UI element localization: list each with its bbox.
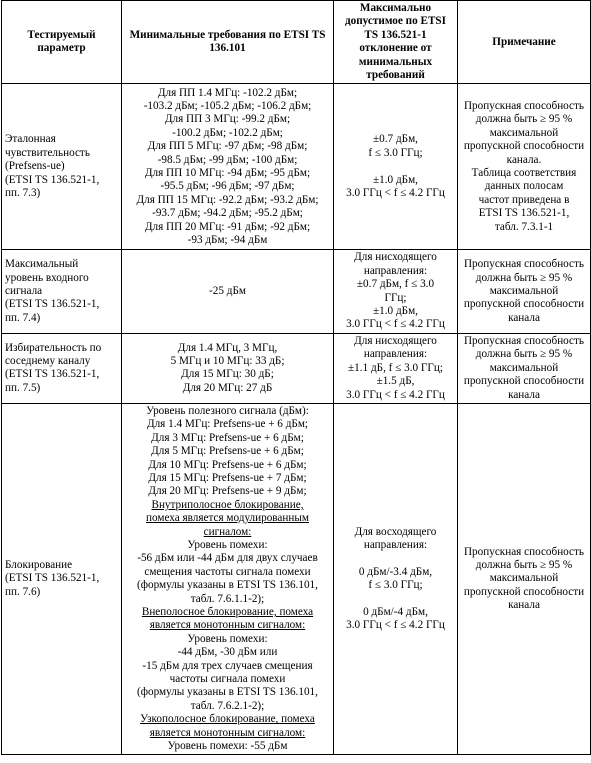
table-row — [2, 333, 591, 403]
note-cell: Пропускная способность должна быть ≥ 95 % максимальной пропускной способности канала — [458, 333, 591, 403]
table-row — [2, 84, 591, 250]
requirement-cell: Для ПП 1.4 МГц: -102.2 дБм; -103.2 дБм; -105.2 дБм; -106.2 дБм; Для ПП 3 МГц: -99.2 дБм; -100.2 дБм; -102.2 дБм; Для ПП 5 МГц: -97 дБм; -98 дБм; -98.5 дБм; -99 дБм; -100 дБм; Для ПП 10 МГц: -94 дБм; -95 дБм; -95.5 дБм; -96 дБм; -97 дБм; Для ПП 15 МГц: -92.2 дБм; -93.2 дБм; -93.7 дБм; -94.2 дБм; -95.2 дБм; Для ПП 20 МГц: -91 дБм; -92 дБм; -93 дБм; -94 дБм — [122, 84, 334, 250]
deviation-cell: Для восходящего направления: 0 дБм/-3.4 дБм, f ≤ 3.0 ГГц; 0 дБм/-4 дБм, 3.0 ГГц < f ≤ 4.2 ГГц — [334, 403, 458, 755]
requirement-cell: Для 1.4 МГц, 3 МГц, 5 МГц и 10 МГц: 33 дБ; Для 15 МГц: 30 дБ; Для 20 МГц: 27 дБ — [122, 333, 334, 403]
requirement-cell: Уровень полезного сигнала (дБм): Для 1.4 МГц: Prefsens-ue + 6 дБм; Для 3 МГц: Prefsens-ue + 6 дБм; Для 5 МГц: Prefsens-ue + 6 дБм; Для 10 МГц: Prefsens-ue + 6 дБм; Для 15 МГц: Prefsens-ue + 7 дБм; Для 20 МГц: Prefsens-ue + 9 дБм; Внутриполосное блокирование, помеха является модулированным сигналом: Уровень помехи: -56 дБм или -44 дБм для двух случаев смещения частоты сигнала помехи (формулы указаны в ETSI TS 136.101, табл. 7.6.1.1-2); Внеполосное блокирование, помеха является монотонным сигналом: Уровень помехи: -44 дБм, -30 дБм или -15 дБм для трех случаев смещения частоты сигнала помехи (формулы указаны в ETSI TS 136.101, табл. 7.6.2.1-2); Узкополосное блокирование, помеха является монотонным сигналом: Уровень помехи: -55 дБм — [122, 403, 334, 755]
table-row — [2, 250, 591, 333]
note-cell: Пропускная способность должна быть ≥ 95 % максимальной пропускной способности канала — [458, 403, 591, 755]
note-cell: Пропускная способность должна быть ≥ 95 % максимальной пропускной способности канала — [458, 250, 591, 333]
header-tested-parameter: Тестируемый параметр — [2, 1, 122, 84]
deviation-cell: ±0.7 дБм, f ≤ 3.0 ГГц; ±1.0 дБм, 3.0 ГГц < f ≤ 4.2 ГГц — [334, 84, 458, 250]
requirement-cell: -25 дБм — [122, 250, 334, 333]
param-cell: Избирательность по соседнему каналу (ETSI TS 136.521-1, пп. 7.5) — [2, 333, 122, 403]
deviation-cell: Для нисходящего направления: ±0.7 дБм, f ≤ 3.0 ГГц; ±1.0 дБм, 3.0 ГГц < f ≤ 4.2 ГГц — [334, 250, 458, 333]
inband-blocking-heading: Внутриполосное блокирование, — [151, 498, 304, 511]
header-max-deviation: Максимально допустимое по ETSI TS 136.521-1 отклонение от минимальных требований — [334, 1, 458, 84]
deviation-cell: Для нисходящего направления: ±1.1 дБ, f ≤ 3.0 ГГц; ±1.5 дБ, 3.0 ГГц < f ≤ 4.2 ГГц — [334, 333, 458, 403]
note-cell: Пропускная способность должна быть ≥ 95 % максимальной пропускной способности канала. Таблица соответствия данных полосам частот приведена в ETSI TS 136.521-1, табл. 7.3.1-1 — [458, 84, 591, 250]
param-cell: Максимальный уровень входного сигнала (ETSI TS 136.521-1, пп. 7.4) — [2, 250, 122, 333]
header-min-requirements: Минимальные требования по ETSI TS 136.101 — [122, 1, 334, 84]
table-header-row — [2, 1, 591, 84]
param-cell: Блокирование (ETSI TS 136.521-1, пп. 7.6) — [2, 403, 122, 755]
table-row — [2, 403, 591, 755]
narrowband-blocking-heading: Узкополосное блокирование, помеха — [140, 713, 315, 726]
param-cell: Эталонная чувствительность (Prefsens-ue) (ETSI TS 136.521-1, пп. 7.3) — [2, 84, 122, 250]
test-parameters-table — [1, 0, 591, 755]
header-note: Примечание — [458, 1, 591, 84]
outofband-blocking-heading: Внеполосное блокирование, помеха — [141, 606, 314, 618]
